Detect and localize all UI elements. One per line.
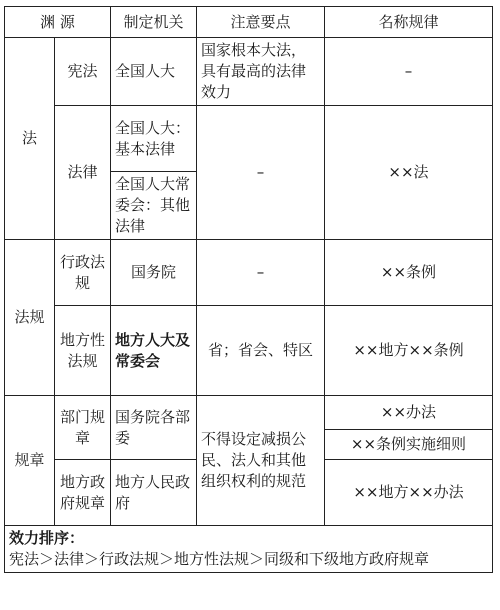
note-cell: 不得设定减损公民、法人和其他组织权利的规范 <box>197 396 325 526</box>
table-row <box>5 240 493 306</box>
table-row <box>5 38 493 106</box>
source-name: 地方政府规章 <box>55 460 111 526</box>
pattern-cell: ××条例 <box>325 240 493 306</box>
source-name: 地方性法规 <box>55 306 111 396</box>
pattern-cell: ××地方××办法 <box>325 460 493 526</box>
pattern-cell: ××法 <box>325 106 493 240</box>
organ-cell: 地方人大及常委会 <box>111 306 197 396</box>
organ-cell: 全国人大：基本法律 <box>111 106 197 172</box>
header-notes: 注意要点 <box>197 7 325 38</box>
organ-cell: 国务院 <box>111 240 197 306</box>
header-naming: 名称规律 <box>325 7 493 38</box>
table-row <box>5 106 493 172</box>
organ-cell: 地方人民政府 <box>111 460 197 526</box>
source-name: 宪法 <box>55 38 111 106</box>
organ-cell: 全国人大 <box>111 38 197 106</box>
table-row <box>5 396 493 430</box>
header-row <box>5 7 493 38</box>
pattern-cell: – <box>325 38 493 106</box>
category-guizhang: 规章 <box>5 396 55 526</box>
category-fagui: 法规 <box>5 240 55 396</box>
law-sources-table <box>4 6 493 573</box>
note-cell: – <box>197 106 325 240</box>
source-name: 部门规章 <box>55 396 111 460</box>
footer-cell <box>5 526 493 573</box>
note-cell: – <box>197 240 325 306</box>
header-source: 渊 源 <box>5 7 111 38</box>
organ-cell: 国务院各部委 <box>111 396 197 460</box>
footer-title: 效力排序： <box>9 529 85 547</box>
pattern-cell: ××办法 <box>325 396 493 430</box>
organ-cell: 全国人大常委会：其他法律 <box>111 172 197 240</box>
footer-text: 宪法＞法律＞行政法规＞地方性法规＞同级和下级地方政府规章 <box>9 550 430 568</box>
table-row <box>5 306 493 396</box>
pattern-cell: ××条例实施细则 <box>325 430 493 460</box>
source-name: 行政法规 <box>55 240 111 306</box>
note-cell: 省；省会、特区 <box>197 306 325 396</box>
pattern-cell: ××地方××条例 <box>325 306 493 396</box>
category-fa: 法 <box>5 38 55 240</box>
header-organ: 制定机关 <box>111 7 197 38</box>
footer-row <box>5 526 493 573</box>
source-name: 法律 <box>55 106 111 240</box>
note-cell: 国家根本大法，具有最高的法律效力 <box>197 38 325 106</box>
